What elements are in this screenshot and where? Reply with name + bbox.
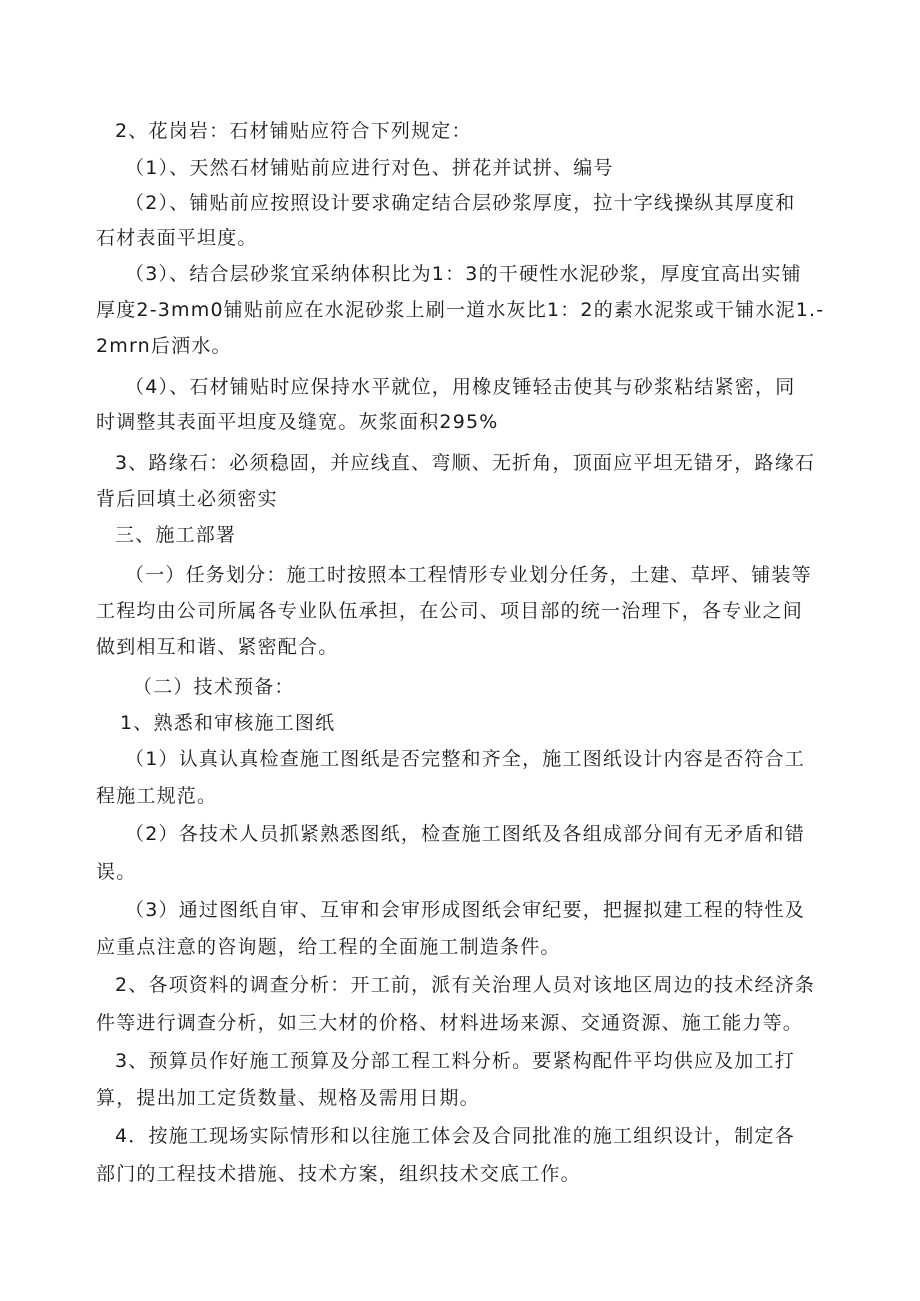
text-line: 工程均由公司所属各专业队伍承担，在公司、项目部的统一治理下，各专业之间 [96, 600, 804, 622]
text-line: （1）认真认真检查施工图纸是否完整和齐全，施工图纸设计内容是否符合工 [125, 748, 805, 770]
text-line: （3）通过图纸自审、互审和会审形成图纸会审纪要，把握拟建工程的特性及 [125, 899, 805, 921]
text-line: （2）、铺贴前应按照设计要求确定结合层砂浆厚度，拉十字线操纵其厚度和 [125, 192, 796, 214]
text-line: 2、各项资料的调查分析：开工前，派有关治理人员对该地区周边的技术经济条 [115, 974, 816, 996]
text-line: 4．按施工现场实际情形和以往施工体会及合同批准的施工组织设计，制定各 [115, 1125, 795, 1147]
text-line: 3、路缘石：必须稳固，并应线直、弯顺、无折角，顶面应平坦无错牙，路缘石 [115, 452, 816, 474]
text-line: 应重点注意的咨询题，给工程的全面施工制造条件。 [96, 936, 561, 958]
section-heading: 三、施工部署 [115, 524, 237, 546]
text-line: 部门的工程技术措施、技术方案，组织技术交底工作。 [96, 1163, 581, 1185]
text-line: （二）技术预备： [133, 676, 295, 698]
text-line: 石材表面平坦度。 [96, 227, 258, 249]
text-line: （4）、石材铺贴时应保持水平就位，用橡皮锤轻击使其与砂浆粘结紧密，同 [125, 376, 796, 398]
text-line: （1）、天然石材铺贴前应进行对色、拼花并试拼、编号 [125, 157, 614, 179]
text-line: （2）各技术人员抓紧熟悉图纸，检查施工图纸及各组成部分间有无矛盾和错 [125, 823, 805, 845]
text-line: 1、熟悉和审核施工图纸 [120, 712, 336, 734]
text-line: 误。 [96, 861, 137, 883]
text-line: 算，提出加工定货数量、规格及需用日期。 [96, 1087, 480, 1109]
text-line: 件等进行调查分析，如三大材的价格、材料进场来源、交通资源、施工能力等。 [96, 1012, 804, 1034]
text-line: 时调整其表面平坦度及缝宽。灰浆面积295% [96, 411, 499, 433]
text-line: 2、花岗岩：石材铺贴应符合下列规定： [115, 120, 472, 142]
text-line: （3）、结合层砂浆宜采纳体积比为1：3的干硬性水泥砂浆，厚度宜高出实铺 [125, 263, 802, 285]
text-line: 厚度2-3mm0铺贴前应在水泥砂浆上刷一道水灰比1：2的素水泥浆或干铺水泥1.- [96, 299, 825, 321]
text-line: 背后回填土必须密实 [96, 488, 278, 510]
text-line: 3、预算员作好施工预算及分部工程工料分析。要紧构配件平均供应及加工打 [115, 1050, 795, 1072]
text-line: 程施工规范。 [96, 785, 218, 807]
text-line: （一）任务划分：施工时按照本工程情形专业划分任务，土建、草坪、铺装等 [125, 564, 812, 586]
text-line: 做到相互和谐、紧密配合。 [96, 636, 339, 658]
text-line: 2mrn后洒水。 [96, 335, 232, 357]
